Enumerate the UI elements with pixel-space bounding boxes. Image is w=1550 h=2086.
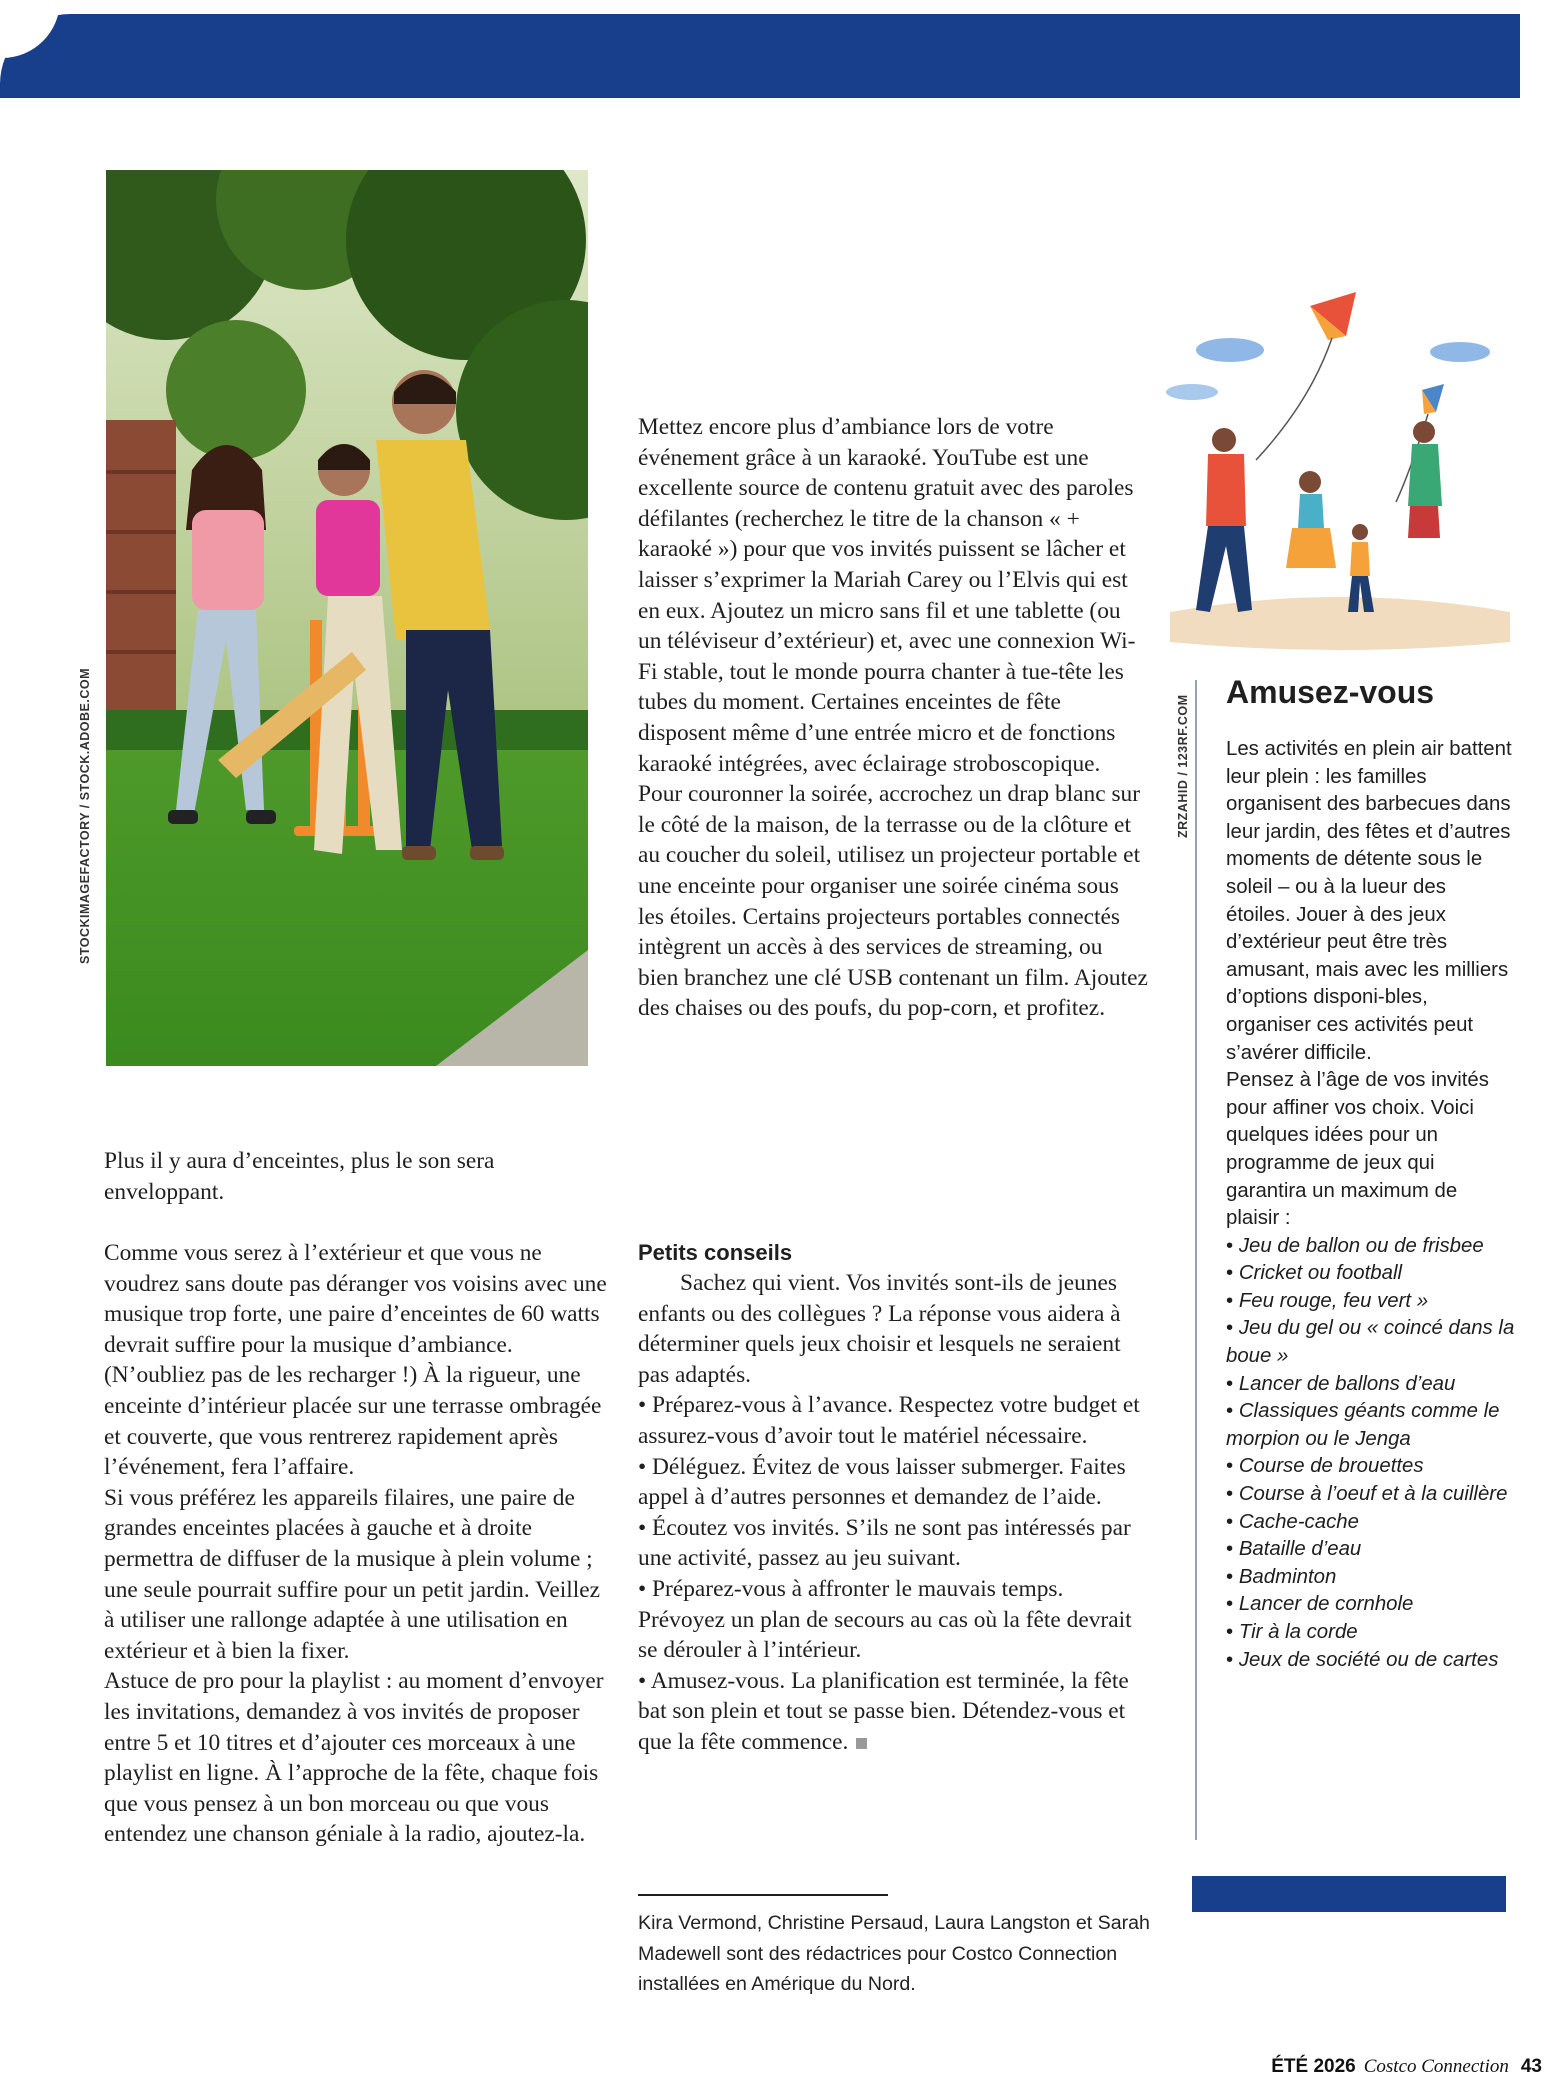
tip-text: • Amusez-vous. La planification est terminée, la fête bat son plein et tout se passe bien. Détendez-vous et que la fête commence. xyxy=(638,1667,1129,1755)
tips-intro: Sachez qui vient. Vos invités sont-ils de jeunes enfants ou des collègues ? La réponse vous aidera à déterminer quels jeux choisir et lesquels ne seraient pas adaptés. xyxy=(638,1270,1121,1388)
list-item: • Course à l’oeuf et à la cuillère xyxy=(1226,1481,1516,1509)
issue-season: ÉTÉ 2026 xyxy=(1271,2056,1356,2077)
sidebar-divider xyxy=(1195,680,1197,1840)
paragraph: Comme vous serez à l’extérieur et que vous ne voudrez sans doute pas déranger vos voisins avec une musique trop forte, une paire d’enceintes de 60 watts devrait suffire pour la musique d’ambiance. (N’oubliez pas de les recharger !) À la rigueur, une enceinte d’intérieur placée sur une terrasse ombragée et couverte, que vous rentrerez rapidement après l’événement, fera l’affaire. xyxy=(104,1240,607,1481)
illustration-credit: ZRZAHID / 123RF.COM xyxy=(1176,694,1190,838)
authors-divider xyxy=(638,1894,888,1896)
list-item: • Badminton xyxy=(1226,1564,1516,1592)
header-banner xyxy=(0,14,1520,98)
paragraph: Plus il y aura d’enceintes, plus le son sera enveloppant. xyxy=(104,1148,495,1205)
kite-family-illustration xyxy=(1160,292,1520,658)
list-item: • Lancer de ballons d’eau xyxy=(1226,1371,1516,1399)
paragraph: Mettez encore plus d’ambiance lors de votre événement grâce à un karaoké. YouTube est une excellente source de contenu gratuit avec des paroles défilantes (recherchez le titre de la chanson « + karaoké ») pour que vos invités puissent se lâcher et laisser s’exprimer la Mariah Carey ou l’Elvis qui est en eux. Ajoutez un micro sans fil et une tablette (ou un téléviseur d’extérieur) et, avec une connexion Wi-Fi stable, tout le monde pourra chanter à tue-tête les tubes du moment. Certaines enceintes de fête disposent même d’une entrée micro et de fonctions karaoké intégrées, avec éclairage stroboscopique. xyxy=(638,414,1136,777)
games-list xyxy=(1226,1233,1516,1675)
list-item: • Cricket ou football xyxy=(1226,1260,1516,1288)
list-item: • Jeu du gel ou « coincé dans la boue » xyxy=(1226,1315,1516,1370)
tip-item: • Écoutez vos invités. S’ils ne sont pas intéressés par une activité, passez au jeu suivant. xyxy=(638,1514,1131,1572)
column1-intro xyxy=(104,1146,616,1207)
list-item: • Lancer de cornhole xyxy=(1226,1591,1516,1619)
tip-item-last xyxy=(638,1666,1148,1758)
end-mark-icon xyxy=(856,1738,867,1749)
tip-item: • Préparez-vous à affronter le mauvais temps. Prévoyez un plan de secours au cas où la fête devrait se dérouler à l’intérieur. xyxy=(638,1575,1132,1664)
sidebar-title: Amusez-vous xyxy=(1226,674,1435,710)
tip-item: • Déléguez. Évitez de vous laisser submerger. Faites appel à d’autres personnes et demandez de l’aide. xyxy=(638,1453,1126,1511)
family-cricket-photo xyxy=(106,170,588,1066)
column2-body xyxy=(638,412,1148,1024)
list-item: • Bataille d’eau xyxy=(1226,1536,1516,1564)
tips-section xyxy=(638,1238,1148,1758)
tips-heading: Petits conseils xyxy=(638,1240,793,1265)
paragraph: Si vous préférez les appareils filaires, une paire de grandes enceintes placées à gauche et à droite permettra de diffuser de la musique à plein volume ; une seule pourrait suffire pour un petit jardin. Veillez à utiliser une rallonge adaptée à une utilisation en extérieur et à bien la fixer. xyxy=(104,1484,601,1664)
paragraph: Astuce de pro pour la playlist : au moment d’envoyer les invitations, demandez à vos invités de proposer entre 5 et 10 titres et d’ajouter ces morceaux à une playlist en ligne. À l’approche de la fête, chaque fois que vous pensez à un bon morceau ou que vous entendez une chanson géniale à la radio, ajoutez-la. xyxy=(104,1668,604,1848)
list-item: • Jeu de ballon ou de frisbee xyxy=(1226,1233,1516,1261)
sidebar-footer-bar xyxy=(1192,1876,1506,1912)
list-item: • Cache-cache xyxy=(1226,1509,1516,1537)
magazine-name: Costco Connection xyxy=(1363,2056,1509,2077)
author-bio: Kira Vermond, Christine Persaud, Laura Langston et Sarah Madewell sont des rédactrices pour Costco Connection installées en Amérique du Nord. xyxy=(638,1912,1150,1995)
tip-item: • Préparez-vous à l’avance. Respectez votre budget et assurez-vous d’avoir tout le matériel nécessaire. xyxy=(638,1392,1140,1449)
page-number: 43 xyxy=(1520,2056,1542,2077)
list-item: • Tir à la corde xyxy=(1226,1619,1516,1647)
list-item: • Classiques géants comme le morpion ou le Jenga xyxy=(1226,1398,1516,1453)
sidebar-paragraph: Pensez à l’âge de vos invités pour affiner vos choix. Voici quelques idées pour un programme de jeux qui garantira un maximum de plaisir : xyxy=(1226,1069,1489,1230)
sidebar-paragraph: Les activités en plein air battent leur plein : les familles organisent des barbecues dans leur jardin, des fêtes et d’autres moments de détente sous le soleil – ou à la lueur des étoiles. Jouer à des jeux d’extérieur peut être très amusant, mais avec les milliers d’options disponi-bles, organiser ces activités peut s’avérer difficile. xyxy=(1226,738,1512,1064)
photo-credit: STOCKIMAGEFACTORY / STOCK.ADOBE.COM xyxy=(78,668,92,964)
paragraph: Pour couronner la soirée, accrochez un drap blanc sur le côté de la maison, de la terrasse ou de la clôture et au coucher du soleil, utilisez un projecteur portable et une enceinte pour organiser une soirée cinéma sous les étoiles. Certains projecteurs portables connectés intègrent un accès à des services de streaming, ou bien branchez une clé USB contenant un film. Ajoutez des chaises ou des poufs, du pop-corn, et profitez. xyxy=(638,781,1148,1022)
page-footer xyxy=(1271,2056,1542,2078)
list-item: • Jeux de société ou de cartes xyxy=(1226,1647,1516,1675)
list-item: • Course de brouettes xyxy=(1226,1453,1516,1481)
list-item: • Feu rouge, feu vert » xyxy=(1226,1288,1516,1316)
sidebar-body xyxy=(1226,736,1516,1674)
column1-body xyxy=(104,1238,616,1850)
